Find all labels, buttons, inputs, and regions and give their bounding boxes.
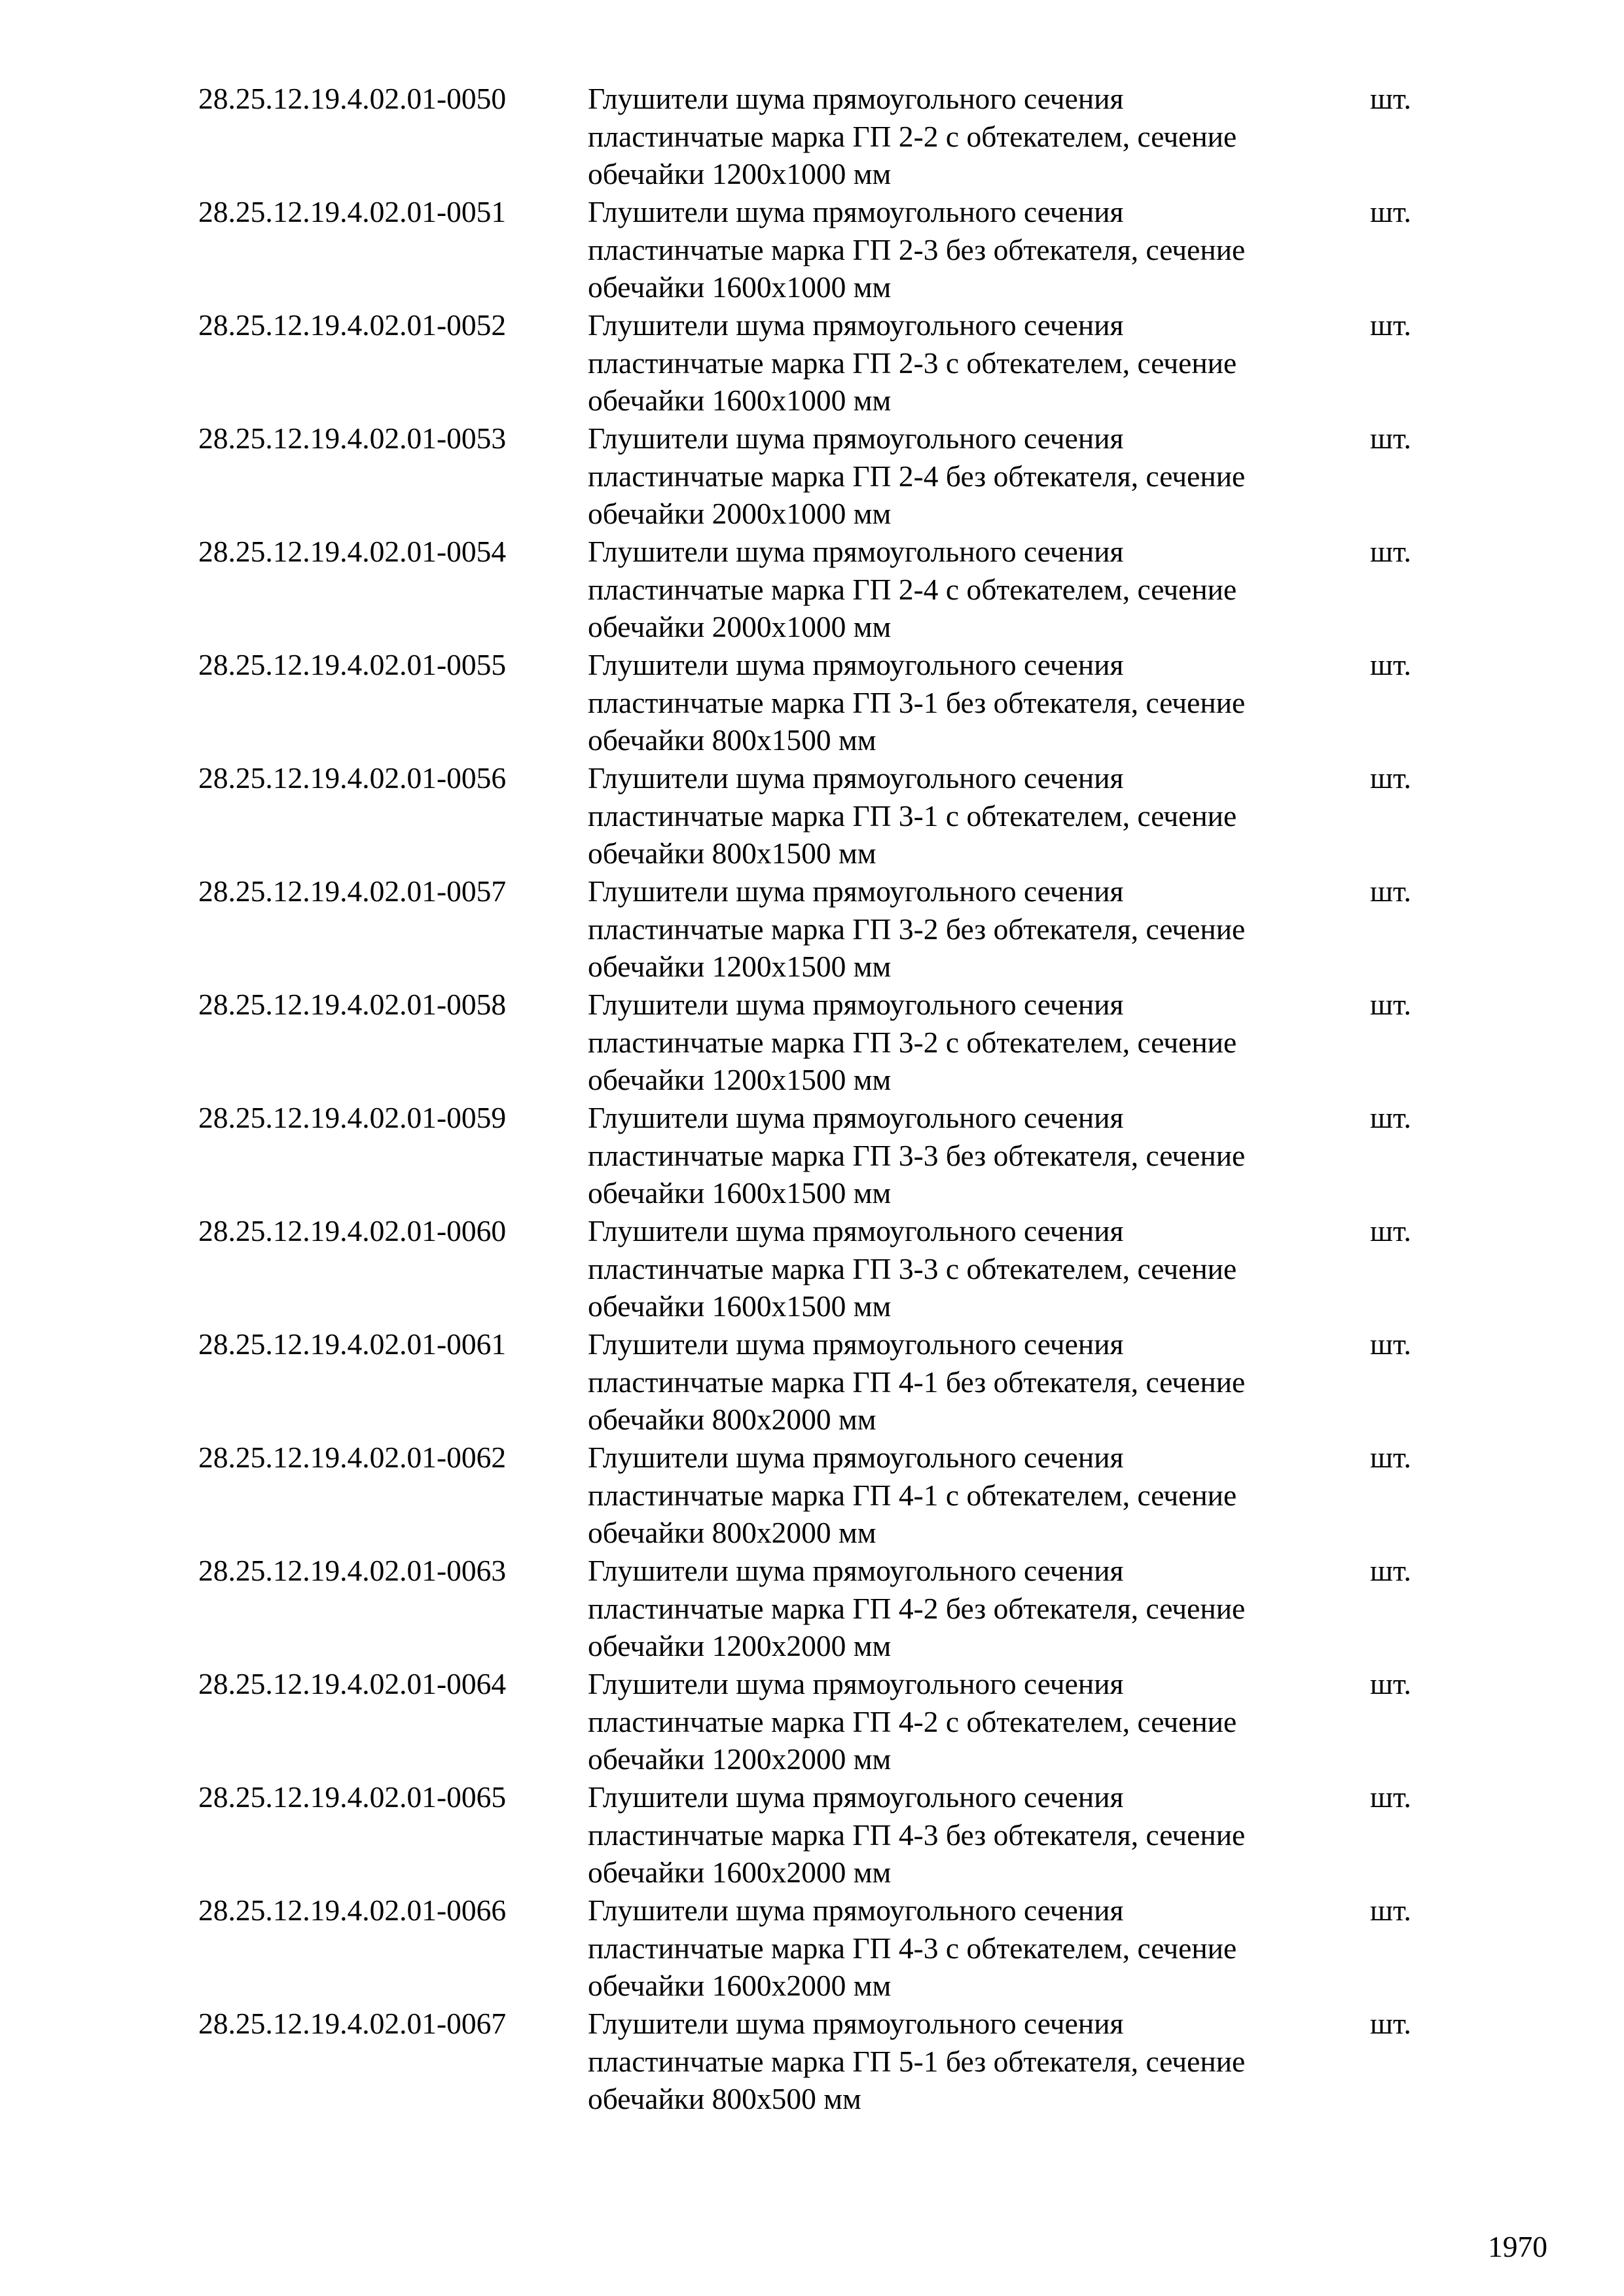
resource-code: 28.25.12.19.4.02.01-0065 [198, 1780, 507, 1814]
resource-description [588, 533, 1341, 646]
description-line: обечайки 800х500 мм [588, 2082, 861, 2115]
description-line: пластинчатые марка ГП 4-3 без обтекателя, сечение [588, 1818, 1246, 1852]
resource-code: 28.25.12.19.4.02.01-0059 [198, 1101, 507, 1134]
table-row [198, 1099, 1442, 1212]
description-line: пластинчатые марка ГП 4-1 с обтекателем, сечение [588, 1478, 1237, 1512]
resource-description [588, 759, 1341, 872]
resource-code: 28.25.12.19.4.02.01-0066 [198, 1893, 507, 1927]
description-line: пластинчатые марка ГП 2-2 с обтекателем, сечение [588, 119, 1237, 153]
description-line: обечайки 1600х1500 мм [588, 1289, 892, 1323]
description-line: пластинчатые марка ГП 4-2 с обтекателем, сечение [588, 1704, 1237, 1738]
unit-of-measure: шт. [1370, 1893, 1411, 1927]
resource-description [588, 420, 1341, 533]
description-line: обечайки 800х2000 мм [588, 1403, 876, 1436]
resource-description [588, 2005, 1341, 2118]
description-line: Глушители шума прямоугольного сечения [588, 1214, 1124, 1247]
table-row [198, 872, 1442, 986]
resource-code: 28.25.12.19.4.02.01-0050 [198, 82, 507, 115]
description-line: Глушители шума прямоугольного сечения [588, 1554, 1124, 1587]
table-row [198, 986, 1442, 1099]
resource-code: 28.25.12.19.4.02.01-0057 [198, 874, 507, 908]
unit-of-measure: шт. [1370, 1667, 1411, 1700]
description-line: пластинчатые марка ГП 4-2 без обтекателя, сечение [588, 1591, 1246, 1625]
resource-code: 28.25.12.19.4.02.01-0058 [198, 988, 507, 1021]
description-line: Глушители шума прямоугольного сечения [588, 1780, 1124, 1814]
table-row [198, 1778, 1442, 1892]
resource-description [588, 1665, 1341, 1778]
description-line: Глушители шума прямоугольного сечения [588, 1441, 1124, 1474]
description-line: пластинчатые марка ГП 3-1 с обтекателем, сечение [588, 798, 1237, 833]
unit-of-measure: шт. [1370, 1441, 1411, 1474]
description-line: обечайки 1600х1000 мм [588, 384, 892, 417]
description-line: пластинчатые марка ГП 3-3 с обтекателем, сечение [588, 1251, 1237, 1285]
description-line: обечайки 800х1500 мм [588, 723, 876, 757]
unit-of-measure: шт. [1370, 422, 1411, 455]
description-line: Глушители шума прямоугольного сечения [588, 195, 1124, 228]
description-line: пластинчатые марка ГП 3-1 без обтекателя, сечение [588, 685, 1246, 719]
description-line: Глушители шума прямоугольного сечения [588, 308, 1124, 342]
description-line: Глушители шума прямоугольного сечения [588, 1667, 1124, 1700]
description-line: Глушители шума прямоугольного сечения [588, 1327, 1124, 1361]
table-row [198, 646, 1442, 759]
resource-description [588, 986, 1341, 1099]
resource-description [588, 1552, 1341, 1665]
resource-description [588, 872, 1341, 986]
description-line: обечайки 1200х2000 мм [588, 1629, 892, 1662]
resource-code: 28.25.12.19.4.02.01-0054 [198, 535, 507, 568]
table-row [198, 1325, 1442, 1439]
description-line: обечайки 800х2000 мм [588, 1516, 876, 1549]
description-line: Глушители шума прямоугольного сечения [588, 648, 1124, 681]
resource-description [588, 80, 1341, 193]
table-row [198, 1552, 1442, 1665]
description-line: Глушители шума прямоугольного сечения [588, 1101, 1124, 1134]
resource-table [198, 80, 1442, 2118]
resource-code: 28.25.12.19.4.02.01-0064 [198, 1667, 507, 1700]
unit-of-measure: шт. [1370, 1327, 1411, 1361]
resource-description [588, 1439, 1341, 1552]
unit-of-measure: шт. [1370, 988, 1411, 1021]
description-line: обечайки 1200х1000 мм [588, 157, 892, 190]
description-line: Глушители шума прямоугольного сечения [588, 1893, 1124, 1927]
resource-description [588, 193, 1341, 306]
resource-code: 28.25.12.19.4.02.01-0051 [198, 195, 507, 228]
unit-of-measure: шт. [1370, 308, 1411, 342]
unit-of-measure: шт. [1370, 1554, 1411, 1587]
unit-of-measure: шт. [1370, 1780, 1411, 1814]
unit-of-measure: шт. [1370, 1101, 1411, 1134]
unit-of-measure: шт. [1370, 1214, 1411, 1247]
description-line: обечайки 1600х2000 мм [588, 1856, 892, 1889]
resource-description [588, 1325, 1341, 1439]
description-line: Глушители шума прямоугольного сечения [588, 535, 1124, 568]
description-line: обечайки 2000х1000 мм [588, 610, 892, 643]
table-row [198, 1212, 1442, 1325]
unit-of-measure: шт. [1370, 761, 1411, 795]
table-row [198, 1665, 1442, 1778]
description-line: пластинчатые марка ГП 4-3 с обтекателем, сечение [588, 1931, 1237, 1965]
table-row [198, 193, 1442, 306]
unit-of-measure: шт. [1370, 874, 1411, 908]
description-line: обечайки 1200х1500 мм [588, 950, 892, 983]
description-line: Глушители шума прямоугольного сечения [588, 422, 1124, 455]
table-row [198, 80, 1442, 193]
resource-description [588, 1892, 1341, 2005]
description-line: обечайки 1600х1500 мм [588, 1176, 892, 1210]
description-line: обечайки 800х1500 мм [588, 836, 876, 870]
resource-code: 28.25.12.19.4.02.01-0053 [198, 422, 507, 455]
description-line: Глушители шума прямоугольного сечения [588, 82, 1124, 115]
table-row [198, 1439, 1442, 1552]
resource-description [588, 1212, 1341, 1325]
table-row [198, 420, 1442, 533]
description-line: обечайки 1200х2000 мм [588, 1742, 892, 1776]
unit-of-measure: шт. [1370, 195, 1411, 228]
description-line: пластинчатые марка ГП 3-3 без обтекателя, сечение [588, 1138, 1246, 1172]
resource-code: 28.25.12.19.4.02.01-0063 [198, 1554, 507, 1587]
table-row [198, 533, 1442, 646]
description-line: обечайки 1600х1000 мм [588, 270, 892, 304]
description-line: пластинчатые марка ГП 3-2 без обтекателя, сечение [588, 912, 1246, 946]
description-line: обечайки 1600х2000 мм [588, 1969, 892, 2002]
unit-of-measure: шт. [1370, 648, 1411, 681]
table-row [198, 2005, 1442, 2118]
description-line: обечайки 2000х1000 мм [588, 497, 892, 530]
unit-of-measure: шт. [1370, 535, 1411, 568]
description-line: Глушители шума прямоугольного сечения [588, 874, 1124, 908]
resource-code: 28.25.12.19.4.02.01-0052 [198, 308, 507, 342]
resource-code: 28.25.12.19.4.02.01-0062 [198, 1441, 507, 1474]
description-line: пластинчатые марка ГП 3-2 с обтекателем, сечение [588, 1025, 1237, 1059]
description-line: Глушители шума прямоугольного сечения [588, 761, 1124, 795]
description-line: пластинчатые марка ГП 2-4 с обтекателем, сечение [588, 572, 1237, 606]
description-line: пластинчатые марка ГП 2-4 без обтекателя, сечение [588, 459, 1246, 493]
resource-description [588, 646, 1341, 759]
table-row [198, 1892, 1442, 2005]
resource-description [588, 306, 1341, 420]
resource-code: 28.25.12.19.4.02.01-0056 [198, 761, 507, 795]
description-line: пластинчатые марка ГП 2-3 без обтекателя, сечение [588, 232, 1246, 266]
resource-description [588, 1778, 1341, 1892]
description-line: пластинчатые марка ГП 2-3 с обтекателем, сечение [588, 346, 1237, 380]
unit-of-measure: шт. [1370, 2007, 1411, 2040]
description-line: Глушители шума прямоугольного сечения [588, 988, 1124, 1021]
description-line: обечайки 1200х1500 мм [588, 1063, 892, 1096]
description-line: пластинчатые марка ГП 5-1 без обтекателя, сечение [588, 2044, 1246, 2078]
table-row [198, 759, 1442, 872]
resource-code: 28.25.12.19.4.02.01-0055 [198, 648, 507, 681]
table-row [198, 306, 1442, 420]
description-line: Глушители шума прямоугольного сечения [588, 2007, 1124, 2040]
resource-code: 28.25.12.19.4.02.01-0060 [198, 1214, 507, 1247]
unit-of-measure: шт. [1370, 82, 1411, 115]
description-line: пластинчатые марка ГП 4-1 без обтекателя, сечение [588, 1365, 1246, 1399]
resource-code: 28.25.12.19.4.02.01-0061 [198, 1327, 507, 1361]
page-number: 1970 [1488, 2230, 1547, 2263]
resource-code: 28.25.12.19.4.02.01-0067 [198, 2007, 507, 2040]
resource-description [588, 1099, 1341, 1212]
